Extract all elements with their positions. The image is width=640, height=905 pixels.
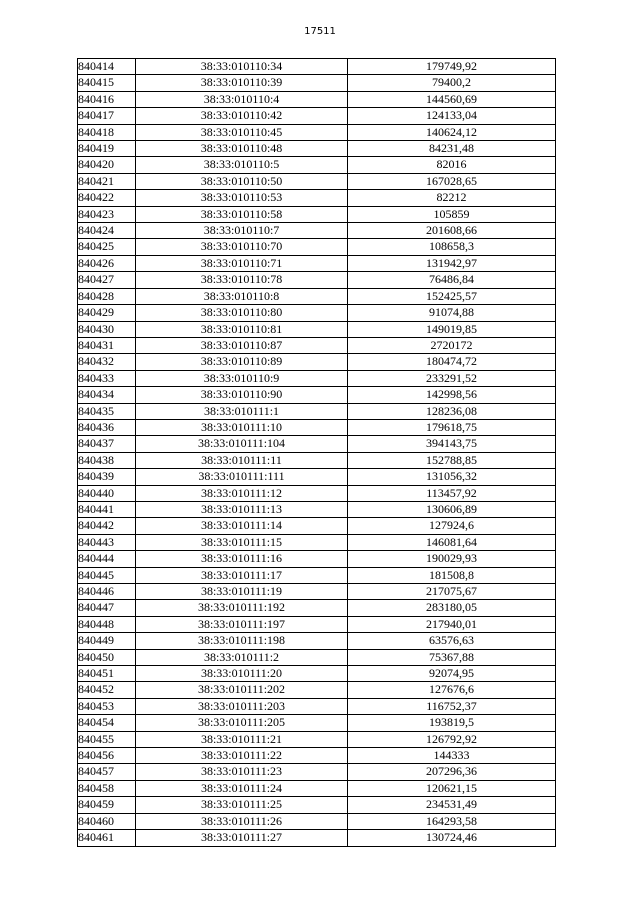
cadastral-number-cell: 38:33:010110:39 (136, 75, 348, 91)
cadastral-number-cell: 38:33:010111:16 (136, 551, 348, 567)
cadastral-value-cell: 130606,89 (348, 501, 556, 517)
table-row (78, 305, 556, 321)
row-number-cell: 840457 (78, 764, 136, 780)
table-row (78, 75, 556, 91)
cadastral-number-cell: 38:33:010111:197 (136, 616, 348, 632)
cadastral-value-cell: 105859 (348, 206, 556, 222)
row-number-cell: 840423 (78, 206, 136, 222)
cadastral-number-cell: 38:33:010110:5 (136, 157, 348, 173)
cadastral-number-cell: 38:33:010110:42 (136, 108, 348, 124)
cadastral-value-cell: 82212 (348, 190, 556, 206)
row-number-cell: 840436 (78, 419, 136, 435)
cadastral-value-cell: 113457,92 (348, 485, 556, 501)
table-row (78, 715, 556, 731)
table-row (78, 518, 556, 534)
table-row (78, 206, 556, 222)
cadastral-number-cell: 38:33:010111:111 (136, 469, 348, 485)
cadastral-number-cell: 38:33:010111:27 (136, 830, 348, 846)
table-row (78, 666, 556, 682)
cadastral-number-cell: 38:33:010110:34 (136, 59, 348, 75)
cadastral-value-cell: 140624,12 (348, 124, 556, 140)
cadastral-number-cell: 38:33:010110:7 (136, 223, 348, 239)
table-row (78, 108, 556, 124)
cadastral-number-cell: 38:33:010111:203 (136, 698, 348, 714)
cadastral-value-cell: 75367,88 (348, 649, 556, 665)
table-body (78, 59, 556, 847)
table-row (78, 59, 556, 75)
cadastral-value-cell: 217940,01 (348, 616, 556, 632)
row-number-cell: 840459 (78, 797, 136, 813)
cadastral-number-cell: 38:33:010111:19 (136, 584, 348, 600)
cadastral-value-cell: 167028,65 (348, 173, 556, 189)
table-row (78, 452, 556, 468)
cadastral-number-cell: 38:33:010111:12 (136, 485, 348, 501)
cadastral-number-cell: 38:33:010111:24 (136, 780, 348, 796)
cadastral-number-cell: 38:33:010110:71 (136, 255, 348, 271)
cadastral-number-cell: 38:33:010111:17 (136, 567, 348, 583)
cadastral-value-cell: 84231,48 (348, 141, 556, 157)
table-row (78, 600, 556, 616)
table-row (78, 354, 556, 370)
table-row (78, 813, 556, 829)
row-number-cell: 840437 (78, 436, 136, 452)
cadastral-number-cell: 38:33:010111:1 (136, 403, 348, 419)
row-number-cell: 840438 (78, 452, 136, 468)
table-row (78, 403, 556, 419)
cadastral-value-cell: 124133,04 (348, 108, 556, 124)
row-number-cell: 840456 (78, 748, 136, 764)
cadastral-number-cell: 38:33:010111:13 (136, 501, 348, 517)
cadastral-number-cell: 38:33:010110:53 (136, 190, 348, 206)
cadastral-number-cell: 38:33:010110:9 (136, 370, 348, 386)
row-number-cell: 840453 (78, 698, 136, 714)
cadastral-value-cell: 144560,69 (348, 91, 556, 107)
row-number-cell: 840452 (78, 682, 136, 698)
cadastral-value-cell: 283180,05 (348, 600, 556, 616)
table-row (78, 485, 556, 501)
row-number-cell: 840445 (78, 567, 136, 583)
cadastral-number-cell: 38:33:010111:26 (136, 813, 348, 829)
cadastral-number-cell: 38:33:010111:202 (136, 682, 348, 698)
cadastral-value-cell: 130724,46 (348, 830, 556, 846)
table-row (78, 190, 556, 206)
cadastral-number-cell: 38:33:010110:90 (136, 387, 348, 403)
cadastral-number-cell: 38:33:010111:25 (136, 797, 348, 813)
cadastral-number-cell: 38:33:010111:205 (136, 715, 348, 731)
cadastral-value-cell: 144333 (348, 748, 556, 764)
cadastral-number-cell: 38:33:010111:21 (136, 731, 348, 747)
table-row (78, 223, 556, 239)
row-number-cell: 840417 (78, 108, 136, 124)
cadastral-value-cell: 126792,92 (348, 731, 556, 747)
table-row (78, 534, 556, 550)
cadastral-value-cell: 146081,64 (348, 534, 556, 550)
cadastral-value-cell: 193819,5 (348, 715, 556, 731)
row-number-cell: 840454 (78, 715, 136, 731)
cadastral-value-cell: 131056,32 (348, 469, 556, 485)
cadastral-value-cell: 142998,56 (348, 387, 556, 403)
cadastral-number-cell: 38:33:010110:80 (136, 305, 348, 321)
cadastral-number-cell: 38:33:010111:11 (136, 452, 348, 468)
cadastral-number-cell: 38:33:010111:2 (136, 649, 348, 665)
row-number-cell: 840426 (78, 255, 136, 271)
cadastral-value-cell: 76486,84 (348, 272, 556, 288)
cadastral-value-cell: 217075,67 (348, 584, 556, 600)
row-number-cell: 840434 (78, 387, 136, 403)
cadastral-number-cell: 38:33:010111:192 (136, 600, 348, 616)
cadastral-value-cell: 108658,3 (348, 239, 556, 255)
cadastral-value-cell: 190029,93 (348, 551, 556, 567)
table-row (78, 272, 556, 288)
row-number-cell: 840443 (78, 534, 136, 550)
cadastral-number-cell: 38:33:010111:104 (136, 436, 348, 452)
table-row (78, 141, 556, 157)
row-number-cell: 840460 (78, 813, 136, 829)
table-row (78, 321, 556, 337)
row-number-cell: 840444 (78, 551, 136, 567)
row-number-cell: 840429 (78, 305, 136, 321)
table-row (78, 501, 556, 517)
table-row (78, 649, 556, 665)
table-row (78, 469, 556, 485)
table-row (78, 797, 556, 813)
cadastral-number-cell: 38:33:010111:20 (136, 666, 348, 682)
table-row (78, 616, 556, 632)
cadastral-value-cell: 127924,6 (348, 518, 556, 534)
row-number-cell: 840442 (78, 518, 136, 534)
cadastral-value-cell: 149019,85 (348, 321, 556, 337)
cadastral-value-cell: 120621,15 (348, 780, 556, 796)
row-number-cell: 840427 (78, 272, 136, 288)
table-row (78, 91, 556, 107)
cadastral-value-cell: 181508,8 (348, 567, 556, 583)
row-number-cell: 840440 (78, 485, 136, 501)
cadastral-value-cell: 92074,95 (348, 666, 556, 682)
row-number-cell: 840428 (78, 288, 136, 304)
table-row (78, 698, 556, 714)
row-number-cell: 840418 (78, 124, 136, 140)
row-number-cell: 840425 (78, 239, 136, 255)
table-row (78, 370, 556, 386)
cadastral-number-cell: 38:33:010110:89 (136, 354, 348, 370)
cadastral-number-cell: 38:33:010110:45 (136, 124, 348, 140)
table-row (78, 764, 556, 780)
table-row (78, 748, 556, 764)
cadastral-value-cell: 2720172 (348, 337, 556, 353)
row-number-cell: 840451 (78, 666, 136, 682)
cadastral-number-cell: 38:33:010111:23 (136, 764, 348, 780)
table-row (78, 387, 556, 403)
table-row (78, 682, 556, 698)
table-row (78, 633, 556, 649)
cadastral-value-cell: 152425,57 (348, 288, 556, 304)
row-number-cell: 840448 (78, 616, 136, 632)
table-row (78, 239, 556, 255)
table-row (78, 337, 556, 353)
cadastral-number-cell: 38:33:010110:4 (136, 91, 348, 107)
table-row (78, 731, 556, 747)
table-row (78, 173, 556, 189)
table-row (78, 436, 556, 452)
row-number-cell: 840419 (78, 141, 136, 157)
row-number-cell: 840422 (78, 190, 136, 206)
cadastral-value-cell: 116752,37 (348, 698, 556, 714)
table-row (78, 551, 556, 567)
cadastral-number-cell: 38:33:010111:15 (136, 534, 348, 550)
cadastral-value-cell: 152788,85 (348, 452, 556, 468)
cadastral-value-cell: 79400,2 (348, 75, 556, 91)
row-number-cell: 840414 (78, 59, 136, 75)
cadastral-number-cell: 38:33:010110:87 (136, 337, 348, 353)
row-number-cell: 840421 (78, 173, 136, 189)
cadastral-number-cell: 38:33:010110:81 (136, 321, 348, 337)
cadastral-number-cell: 38:33:010110:78 (136, 272, 348, 288)
row-number-cell: 840433 (78, 370, 136, 386)
row-number-cell: 840439 (78, 469, 136, 485)
cadastral-value-cell: 179749,92 (348, 59, 556, 75)
cadastral-value-cell: 179618,75 (348, 419, 556, 435)
table-row (78, 255, 556, 271)
cadastral-value-cell: 91074,88 (348, 305, 556, 321)
row-number-cell: 840455 (78, 731, 136, 747)
cadastral-number-cell: 38:33:010111:198 (136, 633, 348, 649)
row-number-cell: 840432 (78, 354, 136, 370)
table-row (78, 124, 556, 140)
table-row (78, 288, 556, 304)
cadastral-number-cell: 38:33:010110:50 (136, 173, 348, 189)
row-number-cell: 840430 (78, 321, 136, 337)
cadastral-value-cell: 201608,66 (348, 223, 556, 239)
table-row (78, 584, 556, 600)
cadastral-number-cell: 38:33:010110:70 (136, 239, 348, 255)
table-row (78, 419, 556, 435)
cadastral-value-cell: 82016 (348, 157, 556, 173)
row-number-cell: 840441 (78, 501, 136, 517)
table-row (78, 780, 556, 796)
row-number-cell: 840415 (78, 75, 136, 91)
cadastral-value-cell: 234531,49 (348, 797, 556, 813)
row-number-cell: 840447 (78, 600, 136, 616)
row-number-cell: 840461 (78, 830, 136, 846)
cadastral-value-cell: 164293,58 (348, 813, 556, 829)
cadastral-value-cell: 131942,97 (348, 255, 556, 271)
cadastral-value-cell: 127676,6 (348, 682, 556, 698)
cadastral-number-cell: 38:33:010110:8 (136, 288, 348, 304)
cadastral-value-cell: 233291,52 (348, 370, 556, 386)
cadastral-value-cell: 180474,72 (348, 354, 556, 370)
row-number-cell: 840420 (78, 157, 136, 173)
table-row (78, 157, 556, 173)
row-number-cell: 840416 (78, 91, 136, 107)
cadastral-value-cell: 128236,08 (348, 403, 556, 419)
cadastral-number-cell: 38:33:010110:58 (136, 206, 348, 222)
row-number-cell: 840449 (78, 633, 136, 649)
table-row (78, 830, 556, 846)
cadastral-value-cell: 394143,75 (348, 436, 556, 452)
row-number-cell: 840424 (78, 223, 136, 239)
row-number-cell: 840435 (78, 403, 136, 419)
cadastral-number-cell: 38:33:010111:14 (136, 518, 348, 534)
row-number-cell: 840450 (78, 649, 136, 665)
cadastral-value-cell: 207296,36 (348, 764, 556, 780)
cadastral-number-cell: 38:33:010111:10 (136, 419, 348, 435)
cadastral-value-table (77, 58, 556, 847)
cadastral-number-cell: 38:33:010111:22 (136, 748, 348, 764)
table-row (78, 567, 556, 583)
row-number-cell: 840431 (78, 337, 136, 353)
page-number: 17511 (304, 26, 336, 37)
row-number-cell: 840458 (78, 780, 136, 796)
cadastral-value-cell: 63576,63 (348, 633, 556, 649)
row-number-cell: 840446 (78, 584, 136, 600)
cadastral-number-cell: 38:33:010110:48 (136, 141, 348, 157)
